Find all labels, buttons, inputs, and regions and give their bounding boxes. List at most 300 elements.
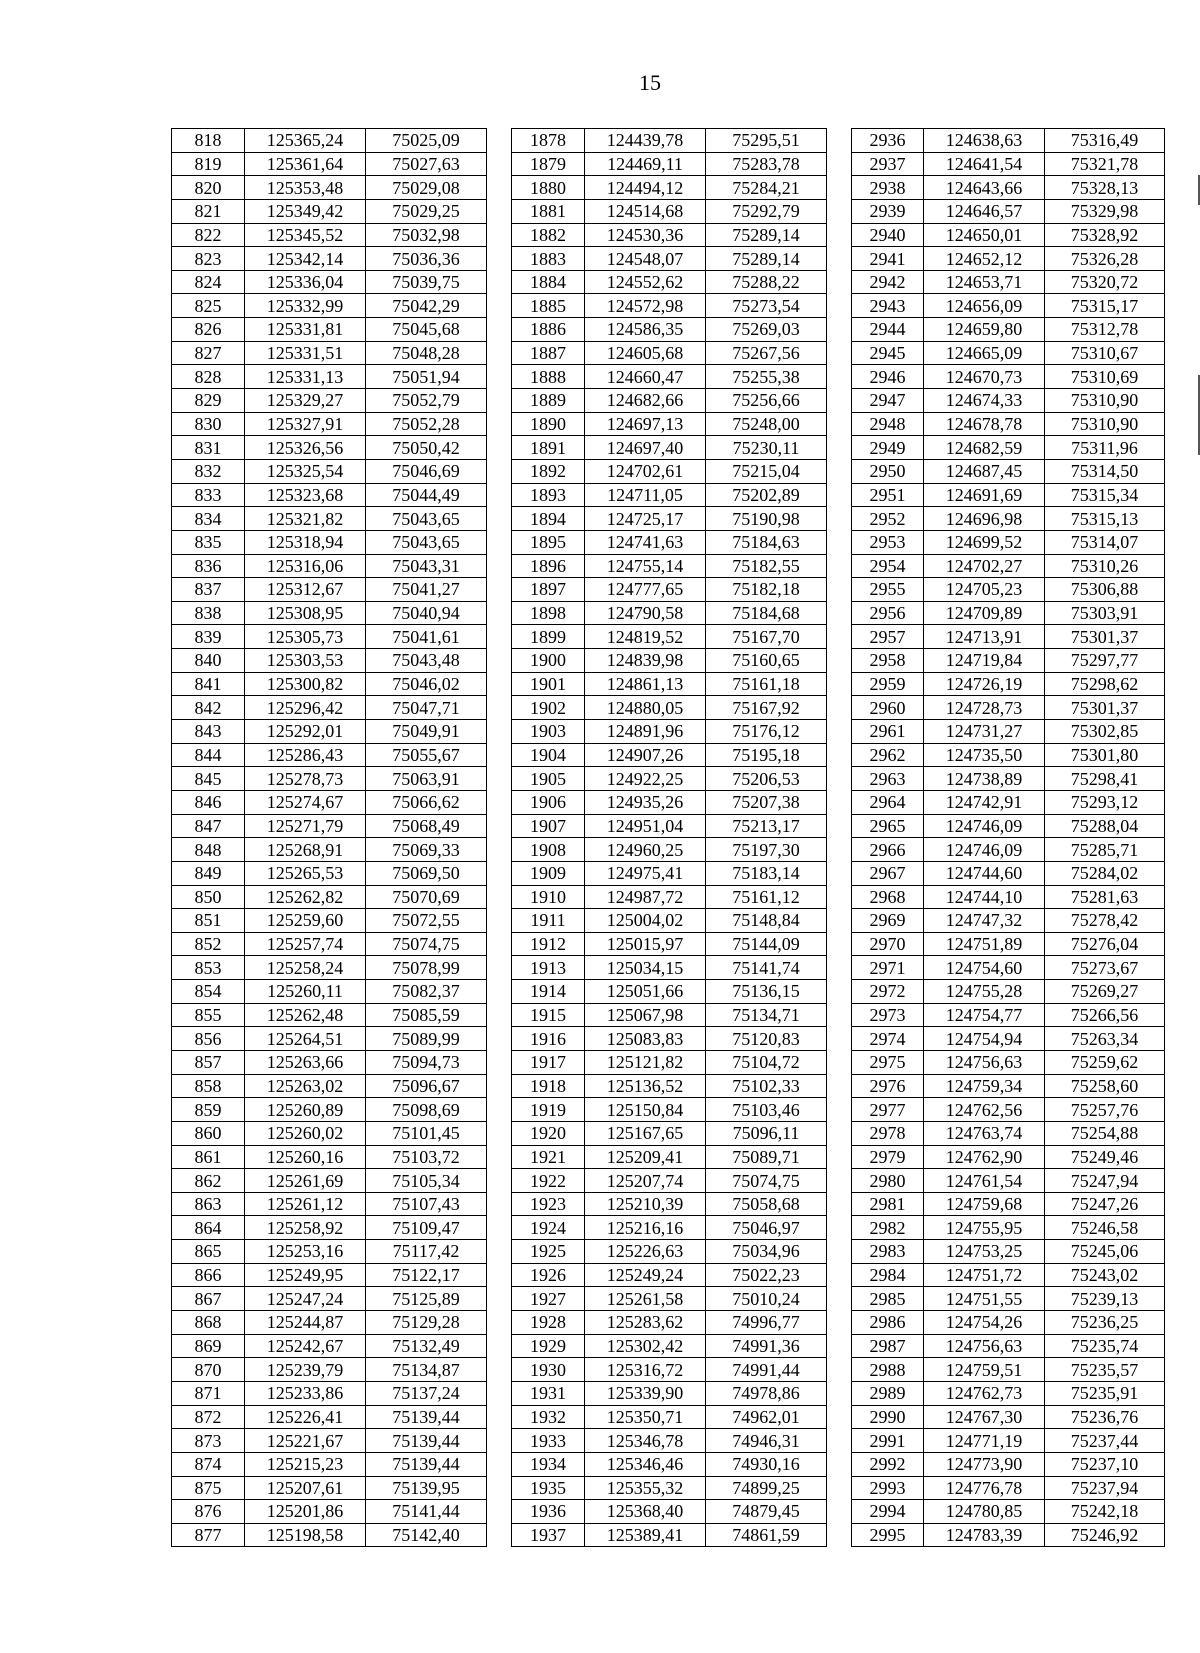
point-number-cell: 854 [172,980,245,1004]
point-number-cell: 1914 [512,980,585,1004]
x-coordinate-cell: 124907,26 [585,743,706,767]
x-coordinate-cell: 125261,58 [585,1287,706,1311]
x-coordinate-cell: 124747,32 [924,909,1045,933]
x-coordinate-cell: 125296,42 [245,696,366,720]
x-coordinate-cell: 125262,82 [245,885,366,909]
point-number-cell: 1933 [512,1429,585,1453]
point-number-cell: 1878 [512,129,585,153]
column-gap [827,1381,852,1405]
table-row [172,861,1165,885]
x-coordinate-cell: 125308,95 [245,601,366,625]
y-coordinate-cell: 75301,37 [1045,696,1165,720]
point-number-cell: 2984 [852,1263,924,1287]
point-number-cell: 1879 [512,152,585,176]
column-gap [487,601,512,625]
point-number-cell: 838 [172,601,245,625]
point-number-cell: 844 [172,743,245,767]
point-number-cell: 1906 [512,790,585,814]
page-number: 15 [639,70,661,95]
x-coordinate-cell: 125263,02 [245,1074,366,1098]
point-number-cell: 1900 [512,649,585,673]
table-row [172,720,1165,744]
y-coordinate-cell: 75206,53 [706,767,827,791]
x-coordinate-cell: 125215,23 [245,1452,366,1476]
table-row [172,909,1165,933]
point-number-cell: 2994 [852,1500,924,1524]
point-number-cell: 2938 [852,176,924,200]
column-gap [827,1358,852,1382]
point-number-cell: 1918 [512,1074,585,1098]
point-number-cell: 1890 [512,412,585,436]
point-number-cell: 1897 [512,578,585,602]
y-coordinate-cell: 75235,74 [1045,1334,1165,1358]
column-gap [487,1074,512,1098]
y-coordinate-cell: 75161,12 [706,885,827,909]
x-coordinate-cell: 124674,33 [924,389,1045,413]
point-number-cell: 2952 [852,507,924,531]
x-coordinate-cell: 125365,24 [245,129,366,153]
x-coordinate-cell: 125339,90 [585,1381,706,1405]
point-number-cell: 1883 [512,247,585,271]
y-coordinate-cell: 75049,91 [366,720,487,744]
table-row [172,389,1165,413]
table-row [172,1192,1165,1216]
y-coordinate-cell: 75207,38 [706,790,827,814]
x-coordinate-cell: 125355,32 [585,1476,706,1500]
column-gap [827,1263,852,1287]
point-number-cell: 2973 [852,1003,924,1027]
y-coordinate-cell: 75289,14 [706,223,827,247]
table-row [172,767,1165,791]
column-gap [487,223,512,247]
table-row [172,483,1165,507]
column-gap [827,601,852,625]
column-gap [487,649,512,673]
y-coordinate-cell: 75102,33 [706,1074,827,1098]
x-coordinate-cell: 124646,57 [924,199,1045,223]
point-number-cell: 2954 [852,554,924,578]
x-coordinate-cell: 125316,72 [585,1358,706,1382]
y-coordinate-cell: 75025,09 [366,129,487,153]
x-coordinate-cell: 124754,77 [924,1003,1045,1027]
x-coordinate-cell: 125326,56 [245,436,366,460]
point-number-cell: 1926 [512,1263,585,1287]
y-coordinate-cell: 75292,79 [706,199,827,223]
table-row [172,1003,1165,1027]
x-coordinate-cell: 124696,98 [924,507,1045,531]
point-number-cell: 2991 [852,1429,924,1453]
y-coordinate-cell: 75139,95 [366,1476,487,1500]
table-row [172,176,1165,200]
column-gap [487,720,512,744]
point-number-cell: 835 [172,530,245,554]
x-coordinate-cell: 124728,73 [924,696,1045,720]
table-row [172,932,1165,956]
y-coordinate-cell: 75089,71 [706,1145,827,1169]
x-coordinate-cell: 124960,25 [585,838,706,862]
y-coordinate-cell: 74946,31 [706,1429,827,1453]
y-coordinate-cell: 75328,13 [1045,176,1165,200]
point-number-cell: 1886 [512,318,585,342]
y-coordinate-cell: 75068,49 [366,814,487,838]
column-gap [487,767,512,791]
point-number-cell: 1919 [512,1098,585,1122]
point-number-cell: 1934 [512,1452,585,1476]
x-coordinate-cell: 125004,02 [585,909,706,933]
x-coordinate-cell: 125226,63 [585,1240,706,1264]
y-coordinate-cell: 75259,62 [1045,1050,1165,1074]
point-number-cell: 867 [172,1287,245,1311]
x-coordinate-cell: 125292,01 [245,720,366,744]
point-number-cell: 1896 [512,554,585,578]
x-coordinate-cell: 125265,53 [245,861,366,885]
x-coordinate-cell: 125253,16 [245,1240,366,1264]
y-coordinate-cell: 75125,89 [366,1287,487,1311]
y-coordinate-cell: 75247,26 [1045,1192,1165,1216]
column-gap [827,956,852,980]
column-gap [827,932,852,956]
column-gap [827,672,852,696]
point-number-cell: 852 [172,932,245,956]
y-coordinate-cell: 75044,49 [366,483,487,507]
table-row [172,696,1165,720]
table-row [172,743,1165,767]
x-coordinate-cell: 124751,55 [924,1287,1045,1311]
y-coordinate-cell: 75043,65 [366,530,487,554]
x-coordinate-cell: 124469,11 [585,152,706,176]
column-gap [827,1050,852,1074]
point-number-cell: 2959 [852,672,924,696]
y-coordinate-cell: 75141,44 [366,1500,487,1524]
y-coordinate-cell: 75042,29 [366,294,487,318]
column-gap [487,341,512,365]
table-row [172,672,1165,696]
column-gap [487,530,512,554]
point-number-cell: 2962 [852,743,924,767]
x-coordinate-cell: 124638,63 [924,129,1045,153]
y-coordinate-cell: 75043,31 [366,554,487,578]
y-coordinate-cell: 75320,72 [1045,270,1165,294]
point-number-cell: 2943 [852,294,924,318]
column-gap [827,199,852,223]
point-number-cell: 856 [172,1027,245,1051]
point-number-cell: 861 [172,1145,245,1169]
x-coordinate-cell: 124656,09 [924,294,1045,318]
column-gap [827,554,852,578]
x-coordinate-cell: 125249,95 [245,1263,366,1287]
point-number-cell: 860 [172,1121,245,1145]
x-coordinate-cell: 124839,98 [585,649,706,673]
y-coordinate-cell: 75046,97 [706,1216,827,1240]
x-coordinate-cell: 124725,17 [585,507,706,531]
y-coordinate-cell: 75246,58 [1045,1216,1165,1240]
y-coordinate-cell: 75183,14 [706,861,827,885]
x-coordinate-cell: 124759,34 [924,1074,1045,1098]
point-number-cell: 848 [172,838,245,862]
table-row [172,1287,1165,1311]
column-gap [487,932,512,956]
x-coordinate-cell: 124759,51 [924,1358,1045,1382]
x-coordinate-cell: 124687,45 [924,459,1045,483]
x-coordinate-cell: 124572,98 [585,294,706,318]
column-gap [827,129,852,153]
column-gap [487,861,512,885]
column-gap [827,790,852,814]
column-gap [487,365,512,389]
y-coordinate-cell: 75144,09 [706,932,827,956]
y-coordinate-cell: 75285,71 [1045,838,1165,862]
point-number-cell: 2989 [852,1381,924,1405]
table-row [172,838,1165,862]
y-coordinate-cell: 75148,84 [706,909,827,933]
y-coordinate-cell: 75094,73 [366,1050,487,1074]
x-coordinate-cell: 125286,43 [245,743,366,767]
point-number-cell: 2939 [852,199,924,223]
y-coordinate-cell: 75321,78 [1045,152,1165,176]
y-coordinate-cell: 75096,67 [366,1074,487,1098]
column-gap [487,483,512,507]
table-row [172,956,1165,980]
x-coordinate-cell: 124783,39 [924,1523,1045,1547]
y-coordinate-cell: 74962,01 [706,1405,827,1429]
column-gap [487,814,512,838]
column-gap [827,1145,852,1169]
x-coordinate-cell: 124653,71 [924,270,1045,294]
x-coordinate-cell: 124756,63 [924,1334,1045,1358]
x-coordinate-cell: 124702,27 [924,554,1045,578]
x-coordinate-cell: 124691,69 [924,483,1045,507]
y-coordinate-cell: 75109,47 [366,1216,487,1240]
y-coordinate-cell: 75314,07 [1045,530,1165,554]
x-coordinate-cell: 125271,79 [245,814,366,838]
point-number-cell: 853 [172,956,245,980]
table-row [172,152,1165,176]
point-number-cell: 1915 [512,1003,585,1027]
x-coordinate-cell: 125278,73 [245,767,366,791]
column-gap [827,1452,852,1476]
table-row [172,625,1165,649]
x-coordinate-cell: 125260,02 [245,1121,366,1145]
column-gap [827,1240,852,1264]
x-coordinate-cell: 124731,27 [924,720,1045,744]
x-coordinate-cell: 124754,60 [924,956,1045,980]
point-number-cell: 863 [172,1192,245,1216]
column-gap [827,649,852,673]
y-coordinate-cell: 75074,75 [366,932,487,956]
column-gap [487,247,512,271]
table-row [172,1074,1165,1098]
column-gap [827,1098,852,1122]
point-number-cell: 2987 [852,1334,924,1358]
point-number-cell: 1924 [512,1216,585,1240]
column-gap [827,1334,852,1358]
x-coordinate-cell: 125336,04 [245,270,366,294]
y-coordinate-cell: 75310,67 [1045,341,1165,365]
table-row [172,1334,1165,1358]
column-gap [487,412,512,436]
y-coordinate-cell: 75288,04 [1045,814,1165,838]
point-number-cell: 2949 [852,436,924,460]
x-coordinate-cell: 124702,61 [585,459,706,483]
y-coordinate-cell: 75245,06 [1045,1240,1165,1264]
y-coordinate-cell: 75328,92 [1045,223,1165,247]
point-number-cell: 2993 [852,1476,924,1500]
table-row [172,1429,1165,1453]
y-coordinate-cell: 75089,99 [366,1027,487,1051]
x-coordinate-cell: 124439,78 [585,129,706,153]
point-number-cell: 2958 [852,649,924,673]
y-coordinate-cell: 75050,42 [366,436,487,460]
x-coordinate-cell: 125258,24 [245,956,366,980]
point-number-cell: 2972 [852,980,924,1004]
x-coordinate-cell: 125303,53 [245,649,366,673]
point-number-cell: 865 [172,1240,245,1264]
y-coordinate-cell: 75036,36 [366,247,487,271]
y-coordinate-cell: 75237,44 [1045,1429,1165,1453]
y-coordinate-cell: 75237,94 [1045,1476,1165,1500]
point-number-cell: 868 [172,1311,245,1335]
point-number-cell: 1882 [512,223,585,247]
y-coordinate-cell: 75295,51 [706,129,827,153]
x-coordinate-cell: 125329,27 [245,389,366,413]
y-coordinate-cell: 75306,88 [1045,578,1165,602]
x-coordinate-cell: 125121,82 [585,1050,706,1074]
point-number-cell: 1901 [512,672,585,696]
y-coordinate-cell: 75303,91 [1045,601,1165,625]
y-coordinate-cell: 75289,14 [706,247,827,271]
y-coordinate-cell: 75039,75 [366,270,487,294]
column-gap [827,1405,852,1429]
y-coordinate-cell: 74930,16 [706,1452,827,1476]
point-number-cell: 2968 [852,885,924,909]
point-number-cell: 1923 [512,1192,585,1216]
point-number-cell: 1935 [512,1476,585,1500]
y-coordinate-cell: 75101,45 [366,1121,487,1145]
y-coordinate-cell: 75326,28 [1045,247,1165,271]
point-number-cell: 2964 [852,790,924,814]
y-coordinate-cell: 75085,59 [366,1003,487,1027]
point-number-cell: 1885 [512,294,585,318]
point-number-cell: 821 [172,199,245,223]
column-gap [487,1405,512,1429]
column-gap [487,294,512,318]
column-gap [827,909,852,933]
x-coordinate-cell: 124652,12 [924,247,1045,271]
y-coordinate-cell: 75098,69 [366,1098,487,1122]
point-number-cell: 1881 [512,199,585,223]
y-coordinate-cell: 75074,75 [706,1169,827,1193]
table-row [172,507,1165,531]
point-number-cell: 2978 [852,1121,924,1145]
x-coordinate-cell: 125349,42 [245,199,366,223]
point-number-cell: 2945 [852,341,924,365]
table-row [172,1216,1165,1240]
table-row [172,1240,1165,1264]
point-number-cell: 1929 [512,1334,585,1358]
x-coordinate-cell: 125260,11 [245,980,366,1004]
point-number-cell: 2995 [852,1523,924,1547]
y-coordinate-cell: 75139,44 [366,1452,487,1476]
x-coordinate-cell: 124755,95 [924,1216,1045,1240]
x-coordinate-cell: 124514,68 [585,199,706,223]
point-number-cell: 2970 [852,932,924,956]
y-coordinate-cell: 75122,17 [366,1263,487,1287]
column-gap [487,199,512,223]
x-coordinate-cell: 125332,99 [245,294,366,318]
point-number-cell: 1907 [512,814,585,838]
point-number-cell: 833 [172,483,245,507]
column-gap [487,1169,512,1193]
point-number-cell: 875 [172,1476,245,1500]
point-number-cell: 832 [172,459,245,483]
column-gap [487,436,512,460]
y-coordinate-cell: 74996,77 [706,1311,827,1335]
y-coordinate-cell: 75103,46 [706,1098,827,1122]
x-coordinate-cell: 125210,39 [585,1192,706,1216]
column-gap [487,1500,512,1524]
column-gap [487,1050,512,1074]
x-coordinate-cell: 124735,50 [924,743,1045,767]
x-coordinate-cell: 124780,85 [924,1500,1045,1524]
point-number-cell: 823 [172,247,245,271]
y-coordinate-cell: 75235,91 [1045,1381,1165,1405]
x-coordinate-cell: 124751,89 [924,932,1045,956]
column-gap [487,885,512,909]
table-row [172,1050,1165,1074]
table-row [172,1098,1165,1122]
y-coordinate-cell: 75242,18 [1045,1500,1165,1524]
y-coordinate-cell: 75257,76 [1045,1098,1165,1122]
column-gap [487,1263,512,1287]
column-gap [827,294,852,318]
y-coordinate-cell: 75236,25 [1045,1311,1165,1335]
y-coordinate-cell: 75284,21 [706,176,827,200]
point-number-cell: 830 [172,412,245,436]
point-number-cell: 2941 [852,247,924,271]
y-coordinate-cell: 75267,56 [706,341,827,365]
column-gap [827,838,852,862]
y-coordinate-cell: 75022,23 [706,1263,827,1287]
x-coordinate-cell: 125136,52 [585,1074,706,1098]
column-gap [487,152,512,176]
y-coordinate-cell: 75298,62 [1045,672,1165,696]
point-number-cell: 1921 [512,1145,585,1169]
y-coordinate-cell: 75134,87 [366,1358,487,1382]
x-coordinate-cell: 125067,98 [585,1003,706,1027]
x-coordinate-cell: 124790,58 [585,601,706,625]
point-number-cell: 1928 [512,1311,585,1335]
x-coordinate-cell: 125321,82 [245,507,366,531]
x-coordinate-cell: 125263,66 [245,1050,366,1074]
x-coordinate-cell: 124951,04 [585,814,706,838]
y-coordinate-cell: 75051,94 [366,365,487,389]
x-coordinate-cell: 124705,23 [924,578,1045,602]
point-number-cell: 1927 [512,1287,585,1311]
point-number-cell: 872 [172,1405,245,1429]
y-coordinate-cell: 75078,99 [366,956,487,980]
point-number-cell: 2992 [852,1452,924,1476]
point-number-cell: 2981 [852,1192,924,1216]
y-coordinate-cell: 75237,10 [1045,1452,1165,1476]
table-row [172,1145,1165,1169]
x-coordinate-cell: 124742,91 [924,790,1045,814]
y-coordinate-cell: 75316,49 [1045,129,1165,153]
y-coordinate-cell: 75043,48 [366,649,487,673]
point-number-cell: 827 [172,341,245,365]
table-row [172,294,1165,318]
point-number-cell: 2957 [852,625,924,649]
point-number-cell: 876 [172,1500,245,1524]
